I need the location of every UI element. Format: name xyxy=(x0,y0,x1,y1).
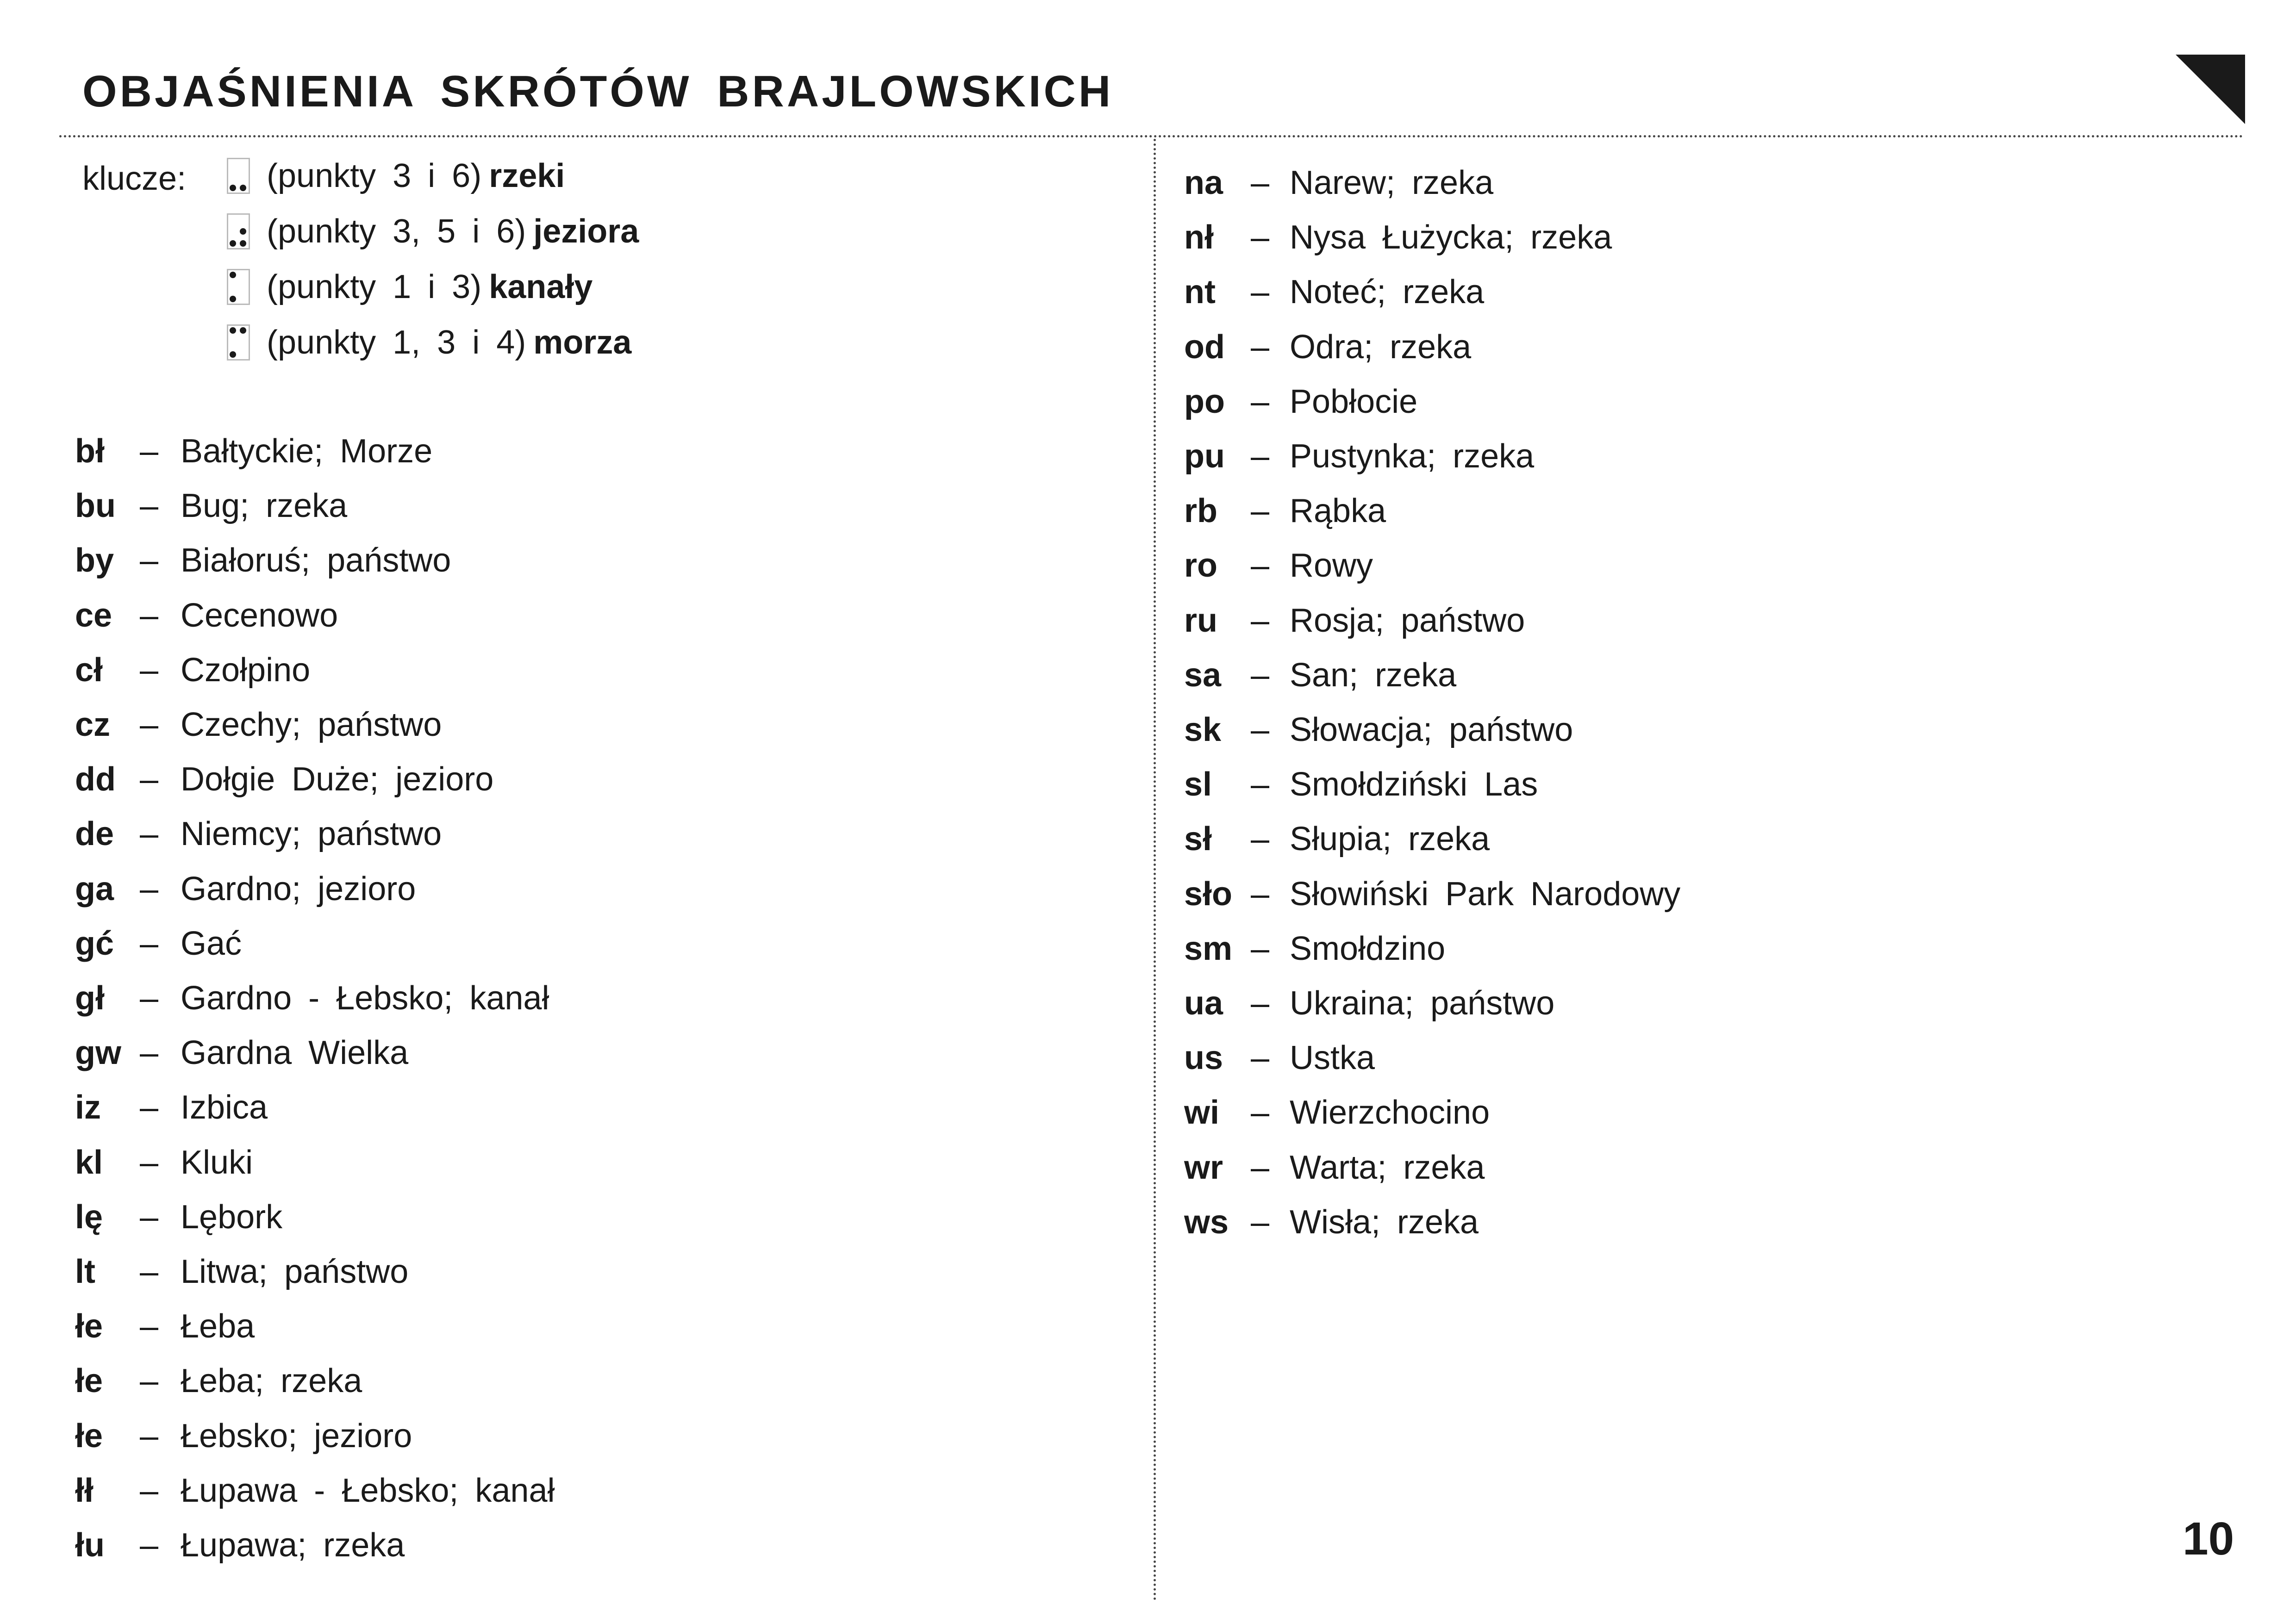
place-name: Słowacja; państwo xyxy=(1290,711,1573,748)
dash: – xyxy=(1251,656,1270,694)
place-name: Łupawa - Łebsko; kanał xyxy=(181,1472,555,1509)
place-name: Izbica xyxy=(181,1089,268,1126)
dash: – xyxy=(140,1253,159,1290)
abbreviation: po xyxy=(1184,383,1225,420)
place-name: Gać xyxy=(181,925,242,962)
dash: – xyxy=(140,870,159,908)
abbreviation: de xyxy=(75,815,114,853)
dash: – xyxy=(140,1417,159,1455)
braille-dot xyxy=(230,185,236,191)
place-name: Litwa; państwo xyxy=(181,1253,409,1290)
place-name: Czechy; państwo xyxy=(181,706,442,743)
place-name: Noteć; rzeka xyxy=(1290,274,1485,311)
dash: – xyxy=(140,980,159,1017)
dash: – xyxy=(1251,219,1270,256)
dash: – xyxy=(1251,875,1270,913)
dash: – xyxy=(140,651,159,689)
place-name: Smołdziński Las xyxy=(1290,766,1538,803)
abbreviation: ce xyxy=(75,597,112,634)
dash: – xyxy=(1251,547,1270,585)
braille-dot xyxy=(230,240,236,247)
key-points: (punkty 1 i 3) xyxy=(267,268,482,305)
dash: – xyxy=(1251,985,1270,1022)
column-divider xyxy=(1154,139,1156,1601)
place-name: Lębork xyxy=(181,1198,283,1236)
abbreviation: gć xyxy=(75,925,114,962)
braille-cell-icon xyxy=(227,158,250,194)
abbreviation: cz xyxy=(75,706,111,743)
dash: – xyxy=(140,706,159,743)
place-name: Wierzchocino xyxy=(1290,1094,1490,1132)
abbreviation: kl xyxy=(75,1144,103,1181)
abbreviation: sk xyxy=(1184,711,1222,748)
dash: – xyxy=(1251,1039,1270,1077)
place-name: Narew; rzeka xyxy=(1290,164,1494,201)
dash: – xyxy=(140,1362,159,1400)
abbreviation: łł xyxy=(75,1472,94,1509)
dash: – xyxy=(1251,1149,1270,1186)
abbreviation: wr xyxy=(1184,1149,1223,1186)
abbreviation: rb xyxy=(1184,492,1217,530)
dash: – xyxy=(140,1089,159,1126)
abbreviation: sl xyxy=(1184,766,1212,803)
dash: – xyxy=(140,1034,159,1072)
braille-dot xyxy=(230,272,236,278)
dash: – xyxy=(140,1527,159,1564)
place-name: Wisła; rzeka xyxy=(1290,1203,1479,1241)
dash: – xyxy=(140,815,159,853)
keys-label: klucze: xyxy=(82,160,187,197)
place-name: Kluki xyxy=(181,1144,253,1181)
place-name: Łebsko; jezioro xyxy=(181,1417,412,1455)
place-name: Rąbka xyxy=(1290,492,1386,530)
place-name: Ukraina; państwo xyxy=(1290,985,1555,1022)
key-meaning: morza xyxy=(533,324,632,361)
abbreviation: wi xyxy=(1184,1094,1220,1132)
header-rule xyxy=(59,135,2244,137)
braille-cell-icon xyxy=(227,269,250,305)
dash: – xyxy=(140,1144,159,1181)
dash: – xyxy=(1251,602,1270,639)
dash: – xyxy=(140,597,159,634)
place-name: Cecenowo xyxy=(181,597,338,634)
braille-cell-icon xyxy=(227,324,250,361)
page-title: OBJAŚNIENIA SKRÓTÓW BRAJLOWSKICH xyxy=(82,67,1114,116)
key-row-seas xyxy=(227,319,631,366)
braille-dot xyxy=(240,228,246,235)
abbreviation: ua xyxy=(1184,985,1223,1022)
abbreviation: ws xyxy=(1184,1203,1229,1241)
place-name: Czołpino xyxy=(181,651,311,689)
dash: – xyxy=(1251,766,1270,803)
braille-dot xyxy=(230,327,236,334)
place-name: San; rzeka xyxy=(1290,656,1457,694)
dash: – xyxy=(1251,328,1270,366)
place-name: Nysa Łużycka; rzeka xyxy=(1290,219,1612,256)
place-name: Gardno; jezioro xyxy=(181,870,416,908)
place-name: Niemcy; państwo xyxy=(181,815,442,853)
abbreviation: sł xyxy=(1184,821,1212,858)
abbreviation: na xyxy=(1184,164,1223,201)
place-name: Łeba xyxy=(181,1308,255,1345)
abbreviation: łe xyxy=(75,1362,103,1400)
place-name: Ustka xyxy=(1290,1039,1375,1077)
abbreviation: sa xyxy=(1184,656,1222,694)
place-name: Dołgie Duże; jezioro xyxy=(181,761,494,798)
key-meaning: jeziora xyxy=(533,213,639,250)
braille-dot xyxy=(240,327,246,334)
place-name: Łupawa; rzeka xyxy=(181,1527,405,1564)
abbreviation: dd xyxy=(75,761,116,798)
dash: – xyxy=(140,542,159,579)
abbreviation: pu xyxy=(1184,438,1225,475)
abbreviation: nł xyxy=(1184,219,1214,256)
abbreviation: ga xyxy=(75,870,114,908)
abbreviation: sło xyxy=(1184,875,1233,913)
dash: – xyxy=(1251,711,1270,748)
abbreviation: nt xyxy=(1184,274,1216,311)
place-name: Bałtyckie; Morze xyxy=(181,433,433,470)
abbreviation: ru xyxy=(1184,602,1217,639)
key-points: (punkty 1, 3 i 4) xyxy=(267,324,526,361)
dash: – xyxy=(140,761,159,798)
abbreviation: bu xyxy=(75,487,116,525)
place-name: Bug; rzeka xyxy=(181,487,348,525)
dash: – xyxy=(1251,274,1270,311)
dash: – xyxy=(1251,492,1270,530)
key-row-lakes xyxy=(227,208,639,255)
place-name: Warta; rzeka xyxy=(1290,1149,1485,1186)
place-name: Rowy xyxy=(1290,547,1373,585)
place-name: Pobłocie xyxy=(1290,383,1418,420)
dash: – xyxy=(140,487,159,525)
place-name: Gardno - Łebsko; kanał xyxy=(181,980,549,1017)
abbreviation: lę xyxy=(75,1198,103,1236)
abbreviation: gł xyxy=(75,980,105,1017)
place-name: Białoruś; państwo xyxy=(181,542,451,579)
place-name: Łeba; rzeka xyxy=(181,1362,362,1400)
abbreviation: łu xyxy=(75,1527,105,1564)
page-number: 10 xyxy=(2183,1513,2234,1565)
key-row-canals xyxy=(227,264,593,310)
key-points: (punkty 3 i 6) xyxy=(267,157,482,194)
place-name: Smołdzino xyxy=(1290,930,1446,967)
abbreviation: sm xyxy=(1184,930,1233,967)
abbreviation: gw xyxy=(75,1034,121,1072)
dash: – xyxy=(1251,930,1270,967)
abbreviation: łe xyxy=(75,1417,103,1455)
braille-dot xyxy=(240,185,246,191)
dash: – xyxy=(140,1472,159,1509)
braille-dot xyxy=(240,240,246,247)
abbreviation: ro xyxy=(1184,547,1217,585)
abbreviation: łe xyxy=(75,1308,103,1345)
place-name: Rosja; państwo xyxy=(1290,602,1525,639)
key-points: (punkty 3, 5 i 6) xyxy=(267,213,526,250)
key-meaning: rzeki xyxy=(489,157,565,194)
dash: – xyxy=(1251,164,1270,201)
dash: – xyxy=(140,925,159,962)
key-row-rivers xyxy=(227,153,565,199)
dash: – xyxy=(140,1308,159,1345)
braille-dot xyxy=(230,296,236,302)
place-name: Pustynka; rzeka xyxy=(1290,438,1535,475)
place-name: Słupia; rzeka xyxy=(1290,821,1490,858)
dash: – xyxy=(1251,383,1270,420)
dash: – xyxy=(140,1198,159,1236)
dash: – xyxy=(1251,1203,1270,1241)
abbreviation: lt xyxy=(75,1253,95,1290)
abbreviation: od xyxy=(1184,328,1225,366)
braille-cell-icon xyxy=(227,213,250,249)
abbreviation: iz xyxy=(75,1089,101,1126)
dash: – xyxy=(1251,821,1270,858)
abbreviation: us xyxy=(1184,1039,1223,1077)
dash: – xyxy=(1251,1094,1270,1132)
place-name: Odra; rzeka xyxy=(1290,328,1472,366)
place-name: Słowiński Park Narodowy xyxy=(1290,875,1681,913)
place-name: Gardna Wielka xyxy=(181,1034,409,1072)
abbreviation: by xyxy=(75,542,114,579)
braille-dot xyxy=(230,351,236,358)
abbreviation: bł xyxy=(75,433,105,470)
corner-marker xyxy=(2176,55,2245,124)
dash: – xyxy=(1251,438,1270,475)
dash: – xyxy=(140,433,159,470)
key-meaning: kanały xyxy=(489,268,593,305)
abbreviation: cł xyxy=(75,651,103,689)
